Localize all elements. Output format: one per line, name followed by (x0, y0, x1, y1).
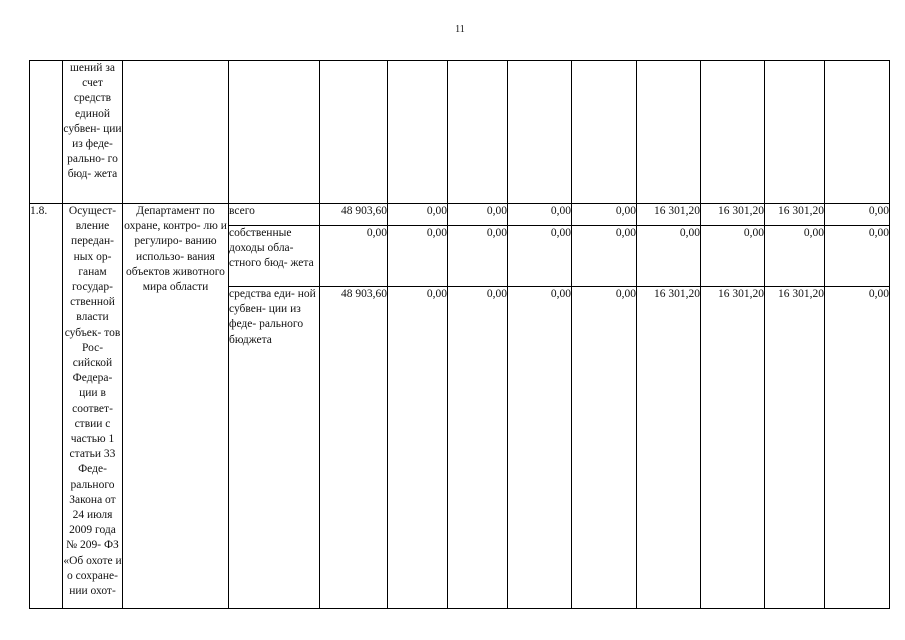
value-cell: 0,00 (508, 204, 572, 226)
page-number: 11 (455, 24, 465, 35)
value-cell: 16 301,20 (765, 287, 825, 609)
funding-source-federal: средства еди- ной субвен- ции из феде- рального бюджета (229, 287, 320, 609)
continuation-index-cell (30, 61, 63, 204)
continuation-empty-cell (229, 61, 320, 204)
value-cell: 0,00 (448, 204, 508, 226)
value-cell: 16 301,20 (637, 287, 701, 609)
value-cell: 0,00 (572, 204, 637, 226)
value-cell: 16 301,20 (701, 204, 765, 226)
value-cell: 0,00 (320, 226, 388, 287)
value-cell: 0,00 (508, 287, 572, 609)
row-index: 1.8. (30, 204, 63, 609)
value-cell: 0,00 (388, 204, 448, 226)
value-cell: 0,00 (388, 287, 448, 609)
value-cell: 16 301,20 (637, 204, 701, 226)
value-cell: 0,00 (388, 226, 448, 287)
value-cell: 0,00 (701, 226, 765, 287)
value-cell: 48 903,60 (320, 287, 388, 609)
value-cell: 0,00 (448, 287, 508, 609)
continuation-empty-cell (701, 61, 765, 204)
continuation-empty-cell (572, 61, 637, 204)
value-cell: 0,00 (508, 226, 572, 287)
value-cell: 16 301,20 (765, 204, 825, 226)
continuation-empty-cell (508, 61, 572, 204)
budget-table (29, 60, 890, 609)
continuation-empty-cell (320, 61, 388, 204)
continuation-empty-cell (448, 61, 508, 204)
value-cell: 0,00 (572, 226, 637, 287)
value-cell: 0,00 (572, 287, 637, 609)
value-cell: 16 301,20 (701, 287, 765, 609)
table-row (30, 204, 890, 226)
continuation-empty-cell (388, 61, 448, 204)
value-cell: 48 903,60 (320, 204, 388, 226)
continuation-row (30, 61, 890, 204)
continuation-name-cell: шений за счет средств единой субвен- ции из феде- рально- го бюд- жета (63, 61, 123, 204)
continuation-empty-cell (123, 61, 229, 204)
continuation-empty-cell (825, 61, 890, 204)
value-cell: 0,00 (825, 226, 890, 287)
value-cell: 0,00 (448, 226, 508, 287)
continuation-empty-cell (637, 61, 701, 204)
funding-source-total: всего (229, 204, 320, 226)
funding-source-regional: собственные доходы обла- стного бюд- жета (229, 226, 320, 287)
value-cell: 0,00 (825, 204, 890, 226)
continuation-empty-cell (765, 61, 825, 204)
value-cell: 0,00 (637, 226, 701, 287)
value-cell: 0,00 (825, 287, 890, 609)
department-name: Департамент по охране, контро- лю и регулиро- ванию использо- вания объектов животного мира области (123, 204, 229, 609)
value-cell: 0,00 (765, 226, 825, 287)
measure-name: Осущест- вление передан- ных ор- ганам государ- ственной власти субъек- тов Рос- сийской Федера- ции в соответ- ствии с частью 1 статьи 33 Феде- рального Закона от 24 июля 2009 года № 209- ФЗ «Об охоте и о сохране- нии охот- (63, 204, 123, 609)
